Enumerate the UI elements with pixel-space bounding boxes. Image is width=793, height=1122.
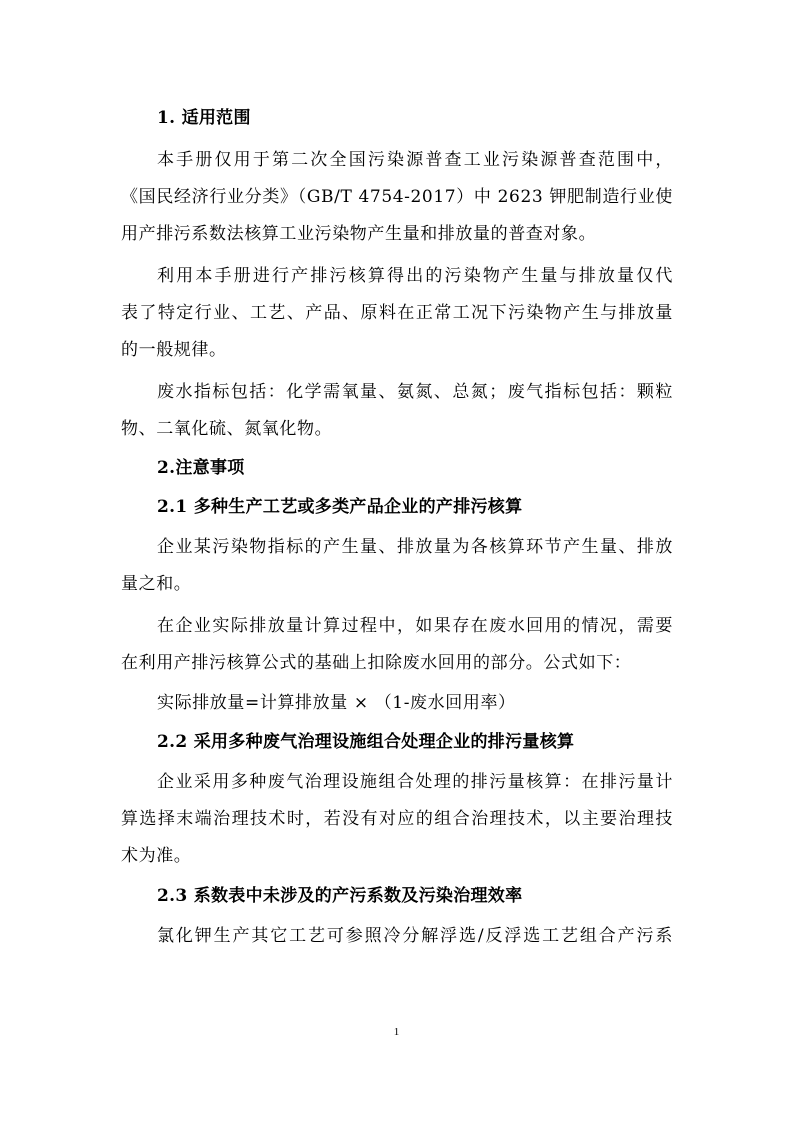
- paragraph-line: 的一般规律。: [121, 340, 227, 360]
- paragraph-line: 在企业实际排放量计算过程中，如果存在废水回用的情况，需要: [157, 616, 673, 636]
- paragraph-line: 氯化钾生产其它工艺可参照冷分解浮选/反浮选工艺组合产污系: [157, 926, 673, 946]
- paragraph-line: 物、二氧化硫、氮氧化物。: [121, 419, 333, 439]
- paragraph-line: 废水指标包括：化学需氧量、氨氮、总氮；废气指标包括：颗粒: [157, 382, 673, 402]
- section-heading-2: 2.注意事项: [157, 458, 245, 478]
- section-heading-1: 1. 适用范围: [157, 108, 251, 128]
- paragraph-line: 用产排污系数法核算工业污染物产生量和排放量的普查对象。: [121, 224, 597, 244]
- paragraph: [121, 142, 673, 253]
- paragraph-line: 企业采用多种废气治理设施组合处理的排污量核算：在排污量计: [157, 772, 673, 792]
- paragraph-line: 本手册仅用于第二次全国污染源普查工业污染源普查范围中，: [157, 150, 673, 170]
- subsection-heading-2-1: 2.1 多种生产工艺或多类产品企业的产排污核算: [157, 497, 523, 517]
- subsection-heading-2-2: 2.2 采用多种废气治理设施组合处理企业的排污量核算: [157, 732, 575, 752]
- paragraph-line: 《国民经济行业分类》（GB/T 4754-2017）中 2623 钾肥制造行业使: [121, 187, 673, 207]
- paragraph: [121, 258, 673, 369]
- page-number: 1: [393, 1026, 400, 1038]
- paragraph-line: 量之和。: [121, 574, 192, 594]
- paragraph-line: 利用本手册进行产排污核算得出的污染物产生量与排放量仅代: [157, 266, 673, 286]
- paragraph-line: 术为准。: [121, 846, 192, 866]
- paragraph-line: 在利用产排污核算公式的基础上扣除废水回用的部分。公式如下：: [121, 653, 632, 673]
- document-body: [121, 100, 673, 955]
- paragraph: [121, 918, 673, 955]
- paragraph-line: 算选择末端治理技术时，若没有对应的组合治理技术，以主要治理技: [121, 809, 673, 829]
- paragraph-line: 企业某污染物指标的产生量、排放量为各核算环节产生量、排放: [157, 537, 673, 557]
- subsection-heading-2-3: 2.3 系数表中未涉及的产污系数及污染治理效率: [157, 886, 523, 906]
- paragraph: [121, 374, 673, 448]
- paragraph: [121, 764, 673, 875]
- paragraph: [121, 608, 673, 682]
- paragraph: [121, 529, 673, 603]
- paragraph-line: 表了特定行业、工艺、产品、原料在正常工况下污染物产生与排放量: [121, 303, 673, 323]
- formula-paragraph: [121, 685, 673, 722]
- formula-line: 实际排放量=计算排放量 × （1-废水回用率）: [157, 693, 516, 713]
